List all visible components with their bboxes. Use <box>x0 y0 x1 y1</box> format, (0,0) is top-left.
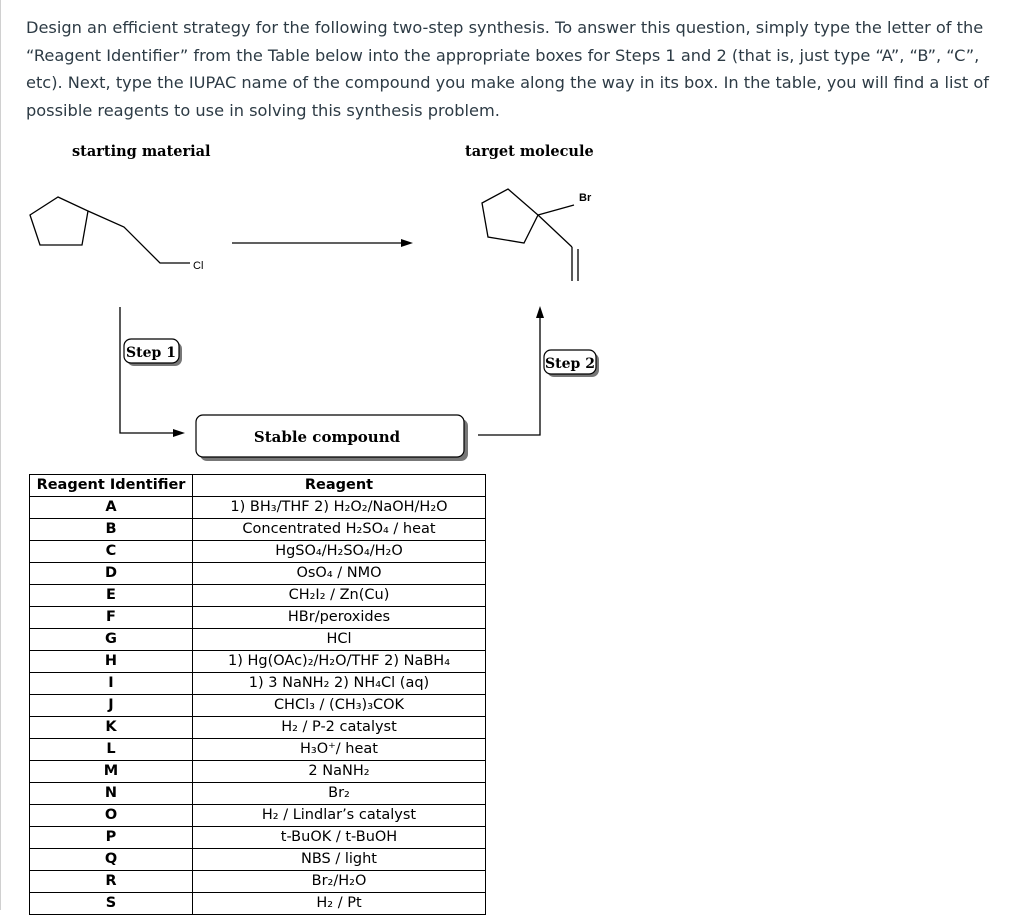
reagent-column-header: Reagent <box>193 475 486 497</box>
reagent-text: NBS / light <box>193 849 486 871</box>
table-row <box>30 739 486 761</box>
table-header-row <box>30 475 486 497</box>
reagent-id: M <box>30 761 193 783</box>
reagent-text: OsO₄ / NMO <box>193 563 486 585</box>
reagent-text: 1) 3 NaNH₂ 2) NH₄Cl (aq) <box>193 673 486 695</box>
step2-label: Step 2 <box>545 356 595 372</box>
table-row <box>30 519 486 541</box>
table-row <box>30 893 486 915</box>
vinyl-bond <box>538 215 572 247</box>
table-row <box>30 849 486 871</box>
reagent-id: A <box>30 497 193 519</box>
reagent-id: D <box>30 563 193 585</box>
reagent-id: C <box>30 541 193 563</box>
table-row <box>30 871 486 893</box>
reaction-arrow <box>232 239 413 247</box>
step2-path <box>478 306 544 435</box>
table-row <box>30 629 486 651</box>
table-row <box>30 497 486 519</box>
reagent-text: H₂ / Lindlar’s catalyst <box>193 805 486 827</box>
reagent-id: O <box>30 805 193 827</box>
starting-material-structure <box>30 197 190 263</box>
table-row <box>30 541 486 563</box>
target-ring <box>482 189 538 243</box>
reagent-id: N <box>30 783 193 805</box>
reagent-id: R <box>30 871 193 893</box>
reagent-text: CHCl₃ / (CH₃)₃COK <box>193 695 486 717</box>
reagent-text: Br₂ <box>193 783 486 805</box>
table-row <box>30 717 486 739</box>
bromo-label: Br <box>579 192 592 204</box>
table-row <box>30 651 486 673</box>
step1-path <box>120 307 185 437</box>
reagent-table <box>29 474 486 915</box>
reagent-id: F <box>30 607 193 629</box>
reagent-id: K <box>30 717 193 739</box>
question-paragraph: Design an efficient strategy for the following two-step synthesis. To answer this question, simply type the letter of the “Reagent Identifier” from the Table below into the appropriate boxes for Steps 1 and 2 (that is, just type “A”, “B”, “C”, etc). Next, type the IUPAC name of the compound you make along the way in its box. In the table, you will find a list of possible reagents to use in solving this synthesis problem. <box>26 18 989 120</box>
reagent-id: S <box>30 893 193 915</box>
reagent-text: 1) BH₃/THF 2) H₂O₂/NaOH/H₂O <box>193 497 486 519</box>
reagent-text: HBr/peroxides <box>193 607 486 629</box>
alkyl-chain <box>88 211 190 263</box>
reagent-id: H <box>30 651 193 673</box>
reagent-id: Q <box>30 849 193 871</box>
reagent-id: L <box>30 739 193 761</box>
table-row <box>30 607 486 629</box>
step1-label: Step 1 <box>126 345 176 361</box>
table-row <box>30 827 486 849</box>
reagent-text: 1) Hg(OAc)₂/H₂O/THF 2) NaBH₄ <box>193 651 486 673</box>
reagent-text: HCl <box>193 629 486 651</box>
synthesis-scheme <box>0 135 640 470</box>
table-row <box>30 783 486 805</box>
target-molecule-label: target molecule <box>465 143 594 160</box>
c-br-bond <box>538 205 574 215</box>
reagent-id: J <box>30 695 193 717</box>
reagent-id: G <box>30 629 193 651</box>
reagent-id: B <box>30 519 193 541</box>
reagent-text: HgSO₄/H₂SO₄/H₂O <box>193 541 486 563</box>
chloro-label: Cl <box>193 260 204 272</box>
intermediate-box[interactable] <box>196 415 468 461</box>
table-row <box>30 695 486 717</box>
reagent-text: Concentrated H₂SO₄ / heat <box>193 519 486 541</box>
reagent-text: CH₂I₂ / Zn(Cu) <box>193 585 486 607</box>
reagent-id: I <box>30 673 193 695</box>
intermediate-label: Stable compound <box>253 428 401 446</box>
table-row <box>30 805 486 827</box>
reagent-text: t-BuOK / t-BuOH <box>193 827 486 849</box>
step2-box[interactable] <box>544 350 599 377</box>
cyclopentane-ring <box>30 197 88 245</box>
table-row <box>30 761 486 783</box>
reagent-text: H₂ / Pt <box>193 893 486 915</box>
target-structure <box>482 189 578 281</box>
reagent-id: P <box>30 827 193 849</box>
table-row <box>30 585 486 607</box>
reagent-text: 2 NaNH₂ <box>193 761 486 783</box>
table-row <box>30 673 486 695</box>
table-row <box>30 563 486 585</box>
reagent-text: H₂ / P-2 catalyst <box>193 717 486 739</box>
step1-box[interactable] <box>124 339 182 366</box>
starting-material-label: starting material <box>72 143 211 160</box>
reagent-text: Br₂/H₂O <box>193 871 486 893</box>
reagent-id: E <box>30 585 193 607</box>
identifier-column-header: Reagent Identifier <box>30 475 193 497</box>
question-text <box>26 14 1006 124</box>
reagent-text: H₃O⁺/ heat <box>193 739 486 761</box>
